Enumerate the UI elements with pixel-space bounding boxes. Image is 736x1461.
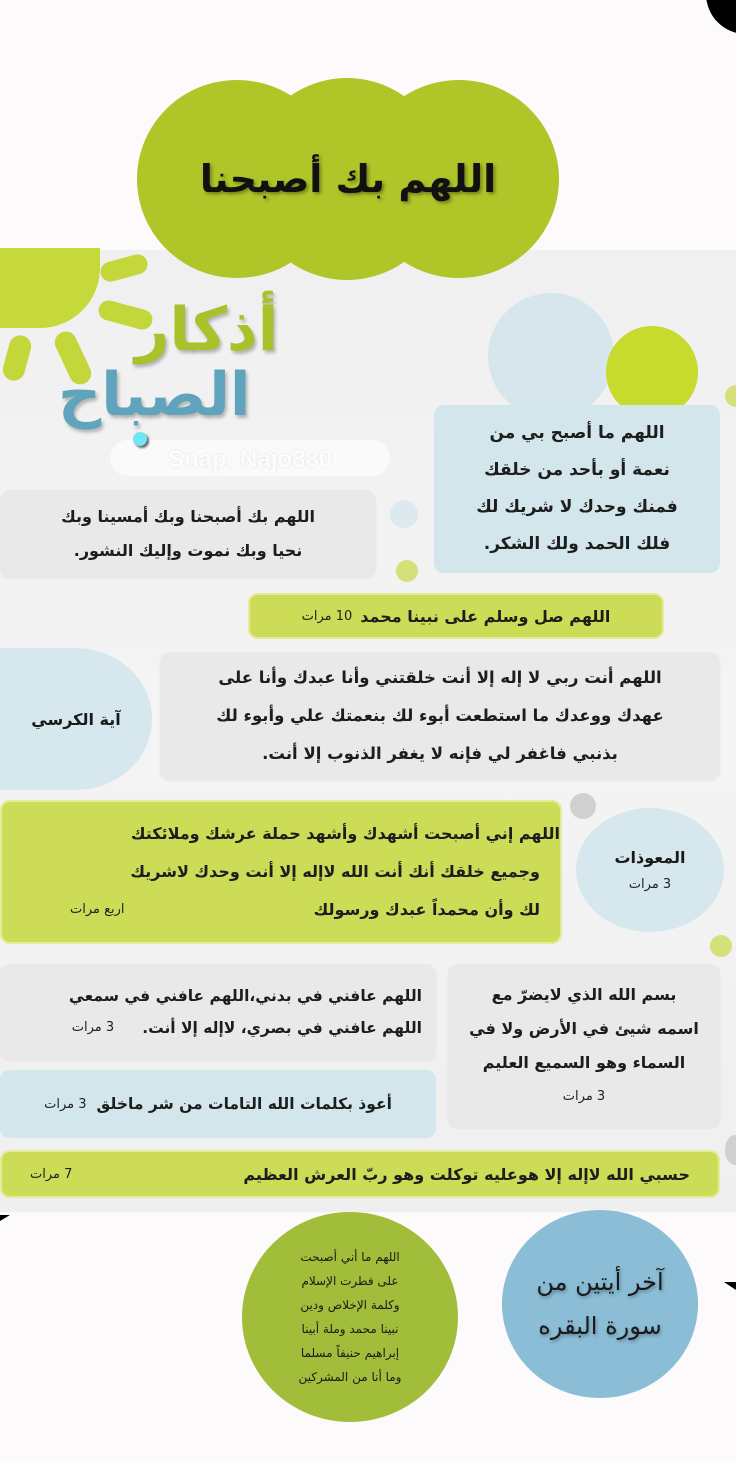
card-text: اللهم صل وسلم على نبينا محمد [360,606,611,626]
decor-circle [488,293,614,419]
logo-azkar: أذكار [135,295,279,365]
circle-ayat-alkursi [0,648,152,790]
card-bika-asbahna [0,490,376,578]
card-line-text: لك وأن محمداً عبدك ورسولك [313,900,540,919]
circle-line: اللهم ما أني أصبحت [300,1250,400,1264]
circle-label: آية الكرسي [31,709,121,729]
card-salawat [248,593,664,639]
card-line: اللهم بك أصبحنا وبك أمسينا وبك [61,507,315,526]
card-line [40,891,540,929]
repeat-count: 3 مرات [562,1089,606,1104]
card-ma-asbaha [434,405,720,573]
card-line: السماء وهو السميع العليم [482,1053,686,1072]
card-line: وجميع خلقك أنك أنت الله لاإله إلا أنت وحدك لاشريك [130,862,540,881]
circle-line: على فطرت الإسلام [301,1274,399,1288]
card-line [72,1012,422,1044]
header-cloud [137,78,559,280]
card-ashhaduka [0,800,562,944]
circle-label: المعوذات [614,848,686,867]
circle-line: آخر أيتين من [536,1268,664,1296]
decor-circle [396,560,418,582]
circle-muawwidhat [576,808,724,932]
decor-circle [710,935,732,957]
card-hasbiya [0,1150,720,1198]
corner-decoration-left [0,1215,10,1221]
card-afini [0,964,436,1060]
card-line: عهدك ووعدك ما استطعت أبوء لك بنعمتك علي وأبوء لك [216,706,664,725]
corner-decoration [706,0,736,34]
card-aoudhu [0,1070,436,1138]
repeat-count: 7 مرات [30,1166,73,1182]
card-text: أعوذ بكلمات الله التامات من شر ماخلق [96,1095,392,1113]
logo-dot [133,432,147,446]
card-line: اللهم إني أصبحت أشهدك وأشهد حملة عرشك وملائكتك [130,824,560,843]
card-line: اسمه شيئ في الأرض ولا في [469,1019,699,1038]
circle-line: نبينا محمد وملة أبينا [301,1322,399,1336]
repeat-count: 3 مرات [628,877,672,892]
repeat-count: 3 مرات [71,1020,115,1035]
card-line: اللهم ما أصبح بي من [489,423,665,443]
circle-fitrah [242,1212,458,1422]
circle-akhir-albaqarah [502,1210,698,1398]
card-line-text: اللهم عافني في بصري، لاإله إلا أنت. [142,1019,422,1037]
circle-line: وما أنا من المشركين [298,1370,402,1384]
circle-line: إبراهيم حنيفاً مسلما [300,1346,400,1360]
card-line: نحيا وبك نموت وإليك النشور. [73,541,303,560]
card-line: نعمة أو بأحد من خلقك [484,460,670,480]
circle-line: وكلمة الإخلاص ودين [300,1298,400,1312]
decor-circle [570,793,596,819]
card-line: اللهم عافني في بدني،اللهم عافني في سمعي [68,987,422,1005]
corner-decoration-right [724,1282,736,1290]
logo-alsabah: الصباح [58,360,251,430]
watermark: Snap. Najo880 [168,446,333,473]
decor-circle [390,500,418,528]
repeat-count: 3 مرات [44,1096,87,1112]
card-bismillah [448,964,720,1128]
card-line: بذنبي فاغفر لي فإنه لا يغفر الذنوب إلا أنت. [262,744,618,763]
card-sayyid-istighfar [160,652,720,780]
card-line: اللهم أنت ربي لا إله إلا أنت خلقتني وأنا عبدك وأنا على [218,668,662,687]
card-line: فلك الحمد ولك الشكر. [483,534,671,554]
card-text: حسبي الله لاإله إلا هوعليه توكلت وهو ربّ العرش العظيم [243,1164,690,1184]
circle-line: سورة البقره [538,1312,662,1340]
page-title: اللهم بك أصبحنا [199,157,497,201]
repeat-count: 10 مرات [301,608,353,624]
repeat-count: اربع مرات [70,902,125,917]
card-line: بسم الله الذي لايضرّ مع [491,985,677,1004]
card-line: فمنك وحدك لا شريك لك [476,497,678,517]
